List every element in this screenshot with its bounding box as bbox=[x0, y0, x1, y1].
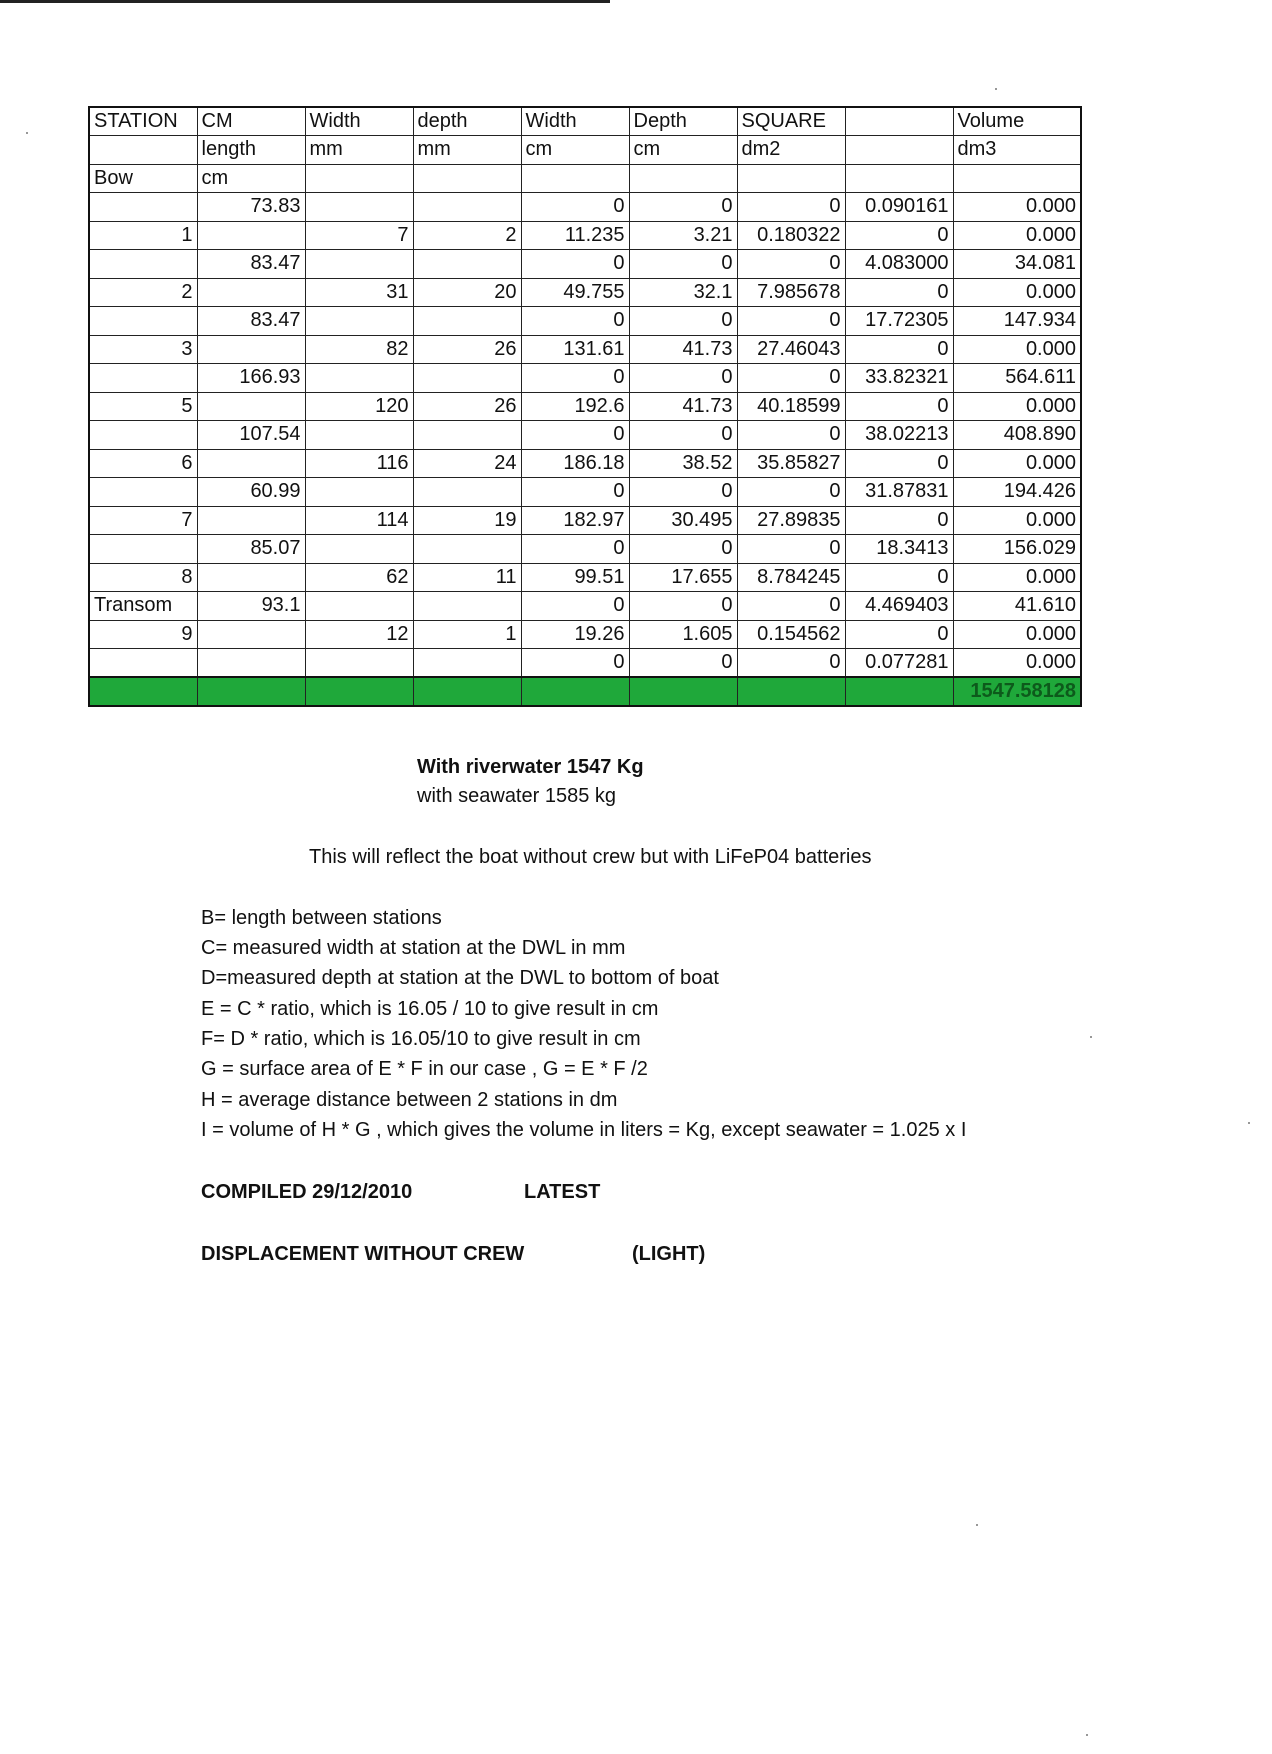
table-cell: 4.469403 bbox=[845, 592, 953, 621]
table-cell: 82 bbox=[305, 335, 413, 364]
table-cell: 408.890 bbox=[953, 421, 1081, 450]
table-cell: 0 bbox=[845, 221, 953, 250]
table-cell bbox=[89, 421, 197, 450]
table-cell: 107.54 bbox=[197, 421, 305, 450]
table-header-cell bbox=[845, 136, 953, 165]
table-cell: 0.000 bbox=[953, 649, 1081, 678]
table-header-cell: Volume bbox=[953, 107, 1081, 136]
table-cell: 0 bbox=[737, 250, 845, 279]
table-total-cell: 1547.58128 bbox=[953, 677, 1081, 706]
table-header-cell: Width bbox=[521, 107, 629, 136]
table-cell: 4.083000 bbox=[845, 250, 953, 279]
table-cell: 192.6 bbox=[521, 392, 629, 421]
table-header-cell: cm bbox=[521, 136, 629, 165]
table-header-cell: Bow bbox=[89, 164, 197, 193]
table-header-row bbox=[89, 164, 1081, 193]
table-header-row bbox=[89, 107, 1081, 136]
table-header-cell bbox=[413, 164, 521, 193]
legend-line: B= length between stations bbox=[201, 907, 442, 929]
table-cell: 31 bbox=[305, 278, 413, 307]
table-cell: 0 bbox=[737, 364, 845, 393]
table-cell bbox=[305, 307, 413, 336]
table-cell: 0 bbox=[629, 421, 737, 450]
table-cell: 186.18 bbox=[521, 449, 629, 478]
table-cell: 0 bbox=[629, 250, 737, 279]
legend-line: F= D * ratio, which is 16.05/10 to give result in cm bbox=[201, 1028, 641, 1050]
table-cell bbox=[197, 335, 305, 364]
table-cell bbox=[305, 421, 413, 450]
table-cell: 34.081 bbox=[953, 250, 1081, 279]
table-cell: 0.000 bbox=[953, 506, 1081, 535]
table-cell: 17.72305 bbox=[845, 307, 953, 336]
table-header-cell bbox=[953, 164, 1081, 193]
table-cell: 0 bbox=[521, 535, 629, 564]
table-cell bbox=[197, 620, 305, 649]
table-cell: 0 bbox=[737, 592, 845, 621]
table-cell bbox=[413, 592, 521, 621]
seawater-weight: with seawater 1585 kg bbox=[417, 785, 617, 807]
table-header-cell bbox=[737, 164, 845, 193]
table-cell: 41.73 bbox=[629, 335, 737, 364]
table-cell: 30.495 bbox=[629, 506, 737, 535]
table-cell: 0 bbox=[629, 364, 737, 393]
table-row bbox=[89, 364, 1081, 393]
table-header-cell bbox=[305, 164, 413, 193]
batteries-note: This will reflect the boat without crew but with LiFeP04 batteries bbox=[309, 846, 872, 868]
light-label: (LIGHT) bbox=[632, 1243, 706, 1265]
table-cell: 0 bbox=[629, 535, 737, 564]
table-cell bbox=[197, 563, 305, 592]
table-cell: 194.426 bbox=[953, 478, 1081, 507]
table-cell: 131.61 bbox=[521, 335, 629, 364]
table-cell: 3.21 bbox=[629, 221, 737, 250]
table-cell: 83.47 bbox=[197, 250, 305, 279]
table-cell: 0 bbox=[521, 307, 629, 336]
table-header-cell bbox=[89, 136, 197, 165]
table-cell: 27.89835 bbox=[737, 506, 845, 535]
table-header-cell: STATION bbox=[89, 107, 197, 136]
table-total-cell bbox=[845, 677, 953, 706]
table-row bbox=[89, 535, 1081, 564]
table-cell bbox=[89, 478, 197, 507]
table-row bbox=[89, 278, 1081, 307]
table-header-cell: mm bbox=[305, 136, 413, 165]
table-cell: 18.3413 bbox=[845, 535, 953, 564]
table-body bbox=[89, 107, 1081, 706]
table-cell bbox=[197, 649, 305, 678]
table-cell: 3 bbox=[89, 335, 197, 364]
table-total-row bbox=[89, 677, 1081, 706]
table-cell bbox=[89, 364, 197, 393]
table-cell: 1 bbox=[413, 620, 521, 649]
table-cell: 8.784245 bbox=[737, 563, 845, 592]
table-cell: 40.18599 bbox=[737, 392, 845, 421]
table-cell: 73.83 bbox=[197, 193, 305, 222]
table-cell: 0.000 bbox=[953, 221, 1081, 250]
latest-label: LATEST bbox=[524, 1181, 601, 1203]
table-cell bbox=[197, 506, 305, 535]
table-row bbox=[89, 193, 1081, 222]
table-cell: 182.97 bbox=[521, 506, 629, 535]
table-cell bbox=[89, 307, 197, 336]
scan-speck bbox=[1090, 1036, 1092, 1038]
table-cell bbox=[89, 193, 197, 222]
table-cell bbox=[305, 478, 413, 507]
table-cell: 0 bbox=[737, 478, 845, 507]
table-cell bbox=[197, 392, 305, 421]
legend-line: G = surface area of E * F in our case , G = E * F /2 bbox=[201, 1058, 648, 1080]
table-cell: 0 bbox=[629, 478, 737, 507]
table-cell: 20 bbox=[413, 278, 521, 307]
table-total-cell bbox=[305, 677, 413, 706]
table-cell bbox=[197, 221, 305, 250]
table-cell: 564.611 bbox=[953, 364, 1081, 393]
table-cell: 0 bbox=[845, 563, 953, 592]
legend-line: H = average distance between 2 stations in dm bbox=[201, 1089, 618, 1111]
table-cell bbox=[197, 278, 305, 307]
table-cell: 0 bbox=[521, 364, 629, 393]
table-cell bbox=[413, 364, 521, 393]
table-cell: 0 bbox=[845, 392, 953, 421]
scan-speck bbox=[26, 132, 28, 134]
legend-line: D=measured depth at station at the DWL to bottom of boat bbox=[201, 967, 719, 989]
riverwater-weight: With riverwater 1547 Kg bbox=[417, 756, 644, 778]
table-header-cell: dm3 bbox=[953, 136, 1081, 165]
table-cell: 7.985678 bbox=[737, 278, 845, 307]
table-row bbox=[89, 250, 1081, 279]
scan-speck bbox=[1248, 1122, 1250, 1124]
table-cell: 114 bbox=[305, 506, 413, 535]
table-cell: 0 bbox=[845, 449, 953, 478]
table-cell: 0 bbox=[521, 193, 629, 222]
table-header-cell: cm bbox=[197, 164, 305, 193]
table-cell: 0.000 bbox=[953, 620, 1081, 649]
compiled-date: COMPILED 29/12/2010 bbox=[201, 1181, 413, 1203]
table-cell: 62 bbox=[305, 563, 413, 592]
table-cell: 24 bbox=[413, 449, 521, 478]
table-total-cell bbox=[629, 677, 737, 706]
table-row bbox=[89, 335, 1081, 364]
table-cell: 0.077281 bbox=[845, 649, 953, 678]
legend-line: I = volume of H * G , which gives the volume in liters = Kg, except seawater = 1.025 x I bbox=[201, 1119, 967, 1141]
table-cell: 5 bbox=[89, 392, 197, 421]
table-cell bbox=[305, 649, 413, 678]
table-cell bbox=[197, 449, 305, 478]
table-cell: 8 bbox=[89, 563, 197, 592]
table-cell bbox=[305, 535, 413, 564]
table-cell bbox=[89, 649, 197, 678]
table-cell: 116 bbox=[305, 449, 413, 478]
table-cell: 93.1 bbox=[197, 592, 305, 621]
table-cell: 0.180322 bbox=[737, 221, 845, 250]
table-row bbox=[89, 620, 1081, 649]
table-cell: 0.000 bbox=[953, 563, 1081, 592]
table-cell: 0 bbox=[737, 193, 845, 222]
table-cell: 0.000 bbox=[953, 449, 1081, 478]
table-cell: 0.154562 bbox=[737, 620, 845, 649]
table-cell: 166.93 bbox=[197, 364, 305, 393]
table-header-cell: cm bbox=[629, 136, 737, 165]
table-cell: 99.51 bbox=[521, 563, 629, 592]
scan-speck bbox=[976, 1524, 978, 1526]
table-cell: 19 bbox=[413, 506, 521, 535]
scan-speck bbox=[1086, 1734, 1088, 1736]
legend-line: C= measured width at station at the DWL in mm bbox=[201, 937, 626, 959]
table-cell: 41.73 bbox=[629, 392, 737, 421]
table-cell bbox=[305, 364, 413, 393]
table-header-cell: Depth bbox=[629, 107, 737, 136]
table-cell: 6 bbox=[89, 449, 197, 478]
table-cell bbox=[305, 193, 413, 222]
table-cell: 0 bbox=[737, 421, 845, 450]
table-cell: 17.655 bbox=[629, 563, 737, 592]
table-total-cell bbox=[89, 677, 197, 706]
table-cell: 0 bbox=[521, 592, 629, 621]
table-total-cell bbox=[197, 677, 305, 706]
table-header-cell: mm bbox=[413, 136, 521, 165]
table-cell: 0 bbox=[737, 307, 845, 336]
table-cell: 1.605 bbox=[629, 620, 737, 649]
table-cell: 60.99 bbox=[197, 478, 305, 507]
table-header-cell bbox=[845, 164, 953, 193]
scan-top-edge-line bbox=[0, 0, 610, 3]
table-cell bbox=[89, 535, 197, 564]
scan-speck bbox=[995, 88, 997, 90]
table-cell: 0.000 bbox=[953, 193, 1081, 222]
table-cell: 83.47 bbox=[197, 307, 305, 336]
table-row bbox=[89, 592, 1081, 621]
table-cell: 156.029 bbox=[953, 535, 1081, 564]
table-row bbox=[89, 449, 1081, 478]
table-cell: 0 bbox=[521, 250, 629, 279]
table-cell: 0 bbox=[845, 506, 953, 535]
table-cell bbox=[89, 250, 197, 279]
table-cell: 2 bbox=[413, 221, 521, 250]
table-cell: 120 bbox=[305, 392, 413, 421]
table-cell: 0 bbox=[521, 478, 629, 507]
table-cell bbox=[413, 421, 521, 450]
table-cell: 0 bbox=[629, 307, 737, 336]
table-header-cell: Width bbox=[305, 107, 413, 136]
table-cell: 0 bbox=[737, 535, 845, 564]
table-cell: 1 bbox=[89, 221, 197, 250]
table-cell: 7 bbox=[89, 506, 197, 535]
table-header-cell: depth bbox=[413, 107, 521, 136]
table-cell: 0.000 bbox=[953, 278, 1081, 307]
table-header-cell: SQUARE bbox=[737, 107, 845, 136]
table-cell bbox=[413, 193, 521, 222]
table-cell: 0.000 bbox=[953, 392, 1081, 421]
table-row bbox=[89, 563, 1081, 592]
table-header-cell bbox=[629, 164, 737, 193]
table-cell: 0.090161 bbox=[845, 193, 953, 222]
table-cell: 35.85827 bbox=[737, 449, 845, 478]
table-cell: 0 bbox=[629, 649, 737, 678]
table-cell: 26 bbox=[413, 335, 521, 364]
table-row bbox=[89, 478, 1081, 507]
table-cell: 38.02213 bbox=[845, 421, 953, 450]
table-cell: 0 bbox=[845, 620, 953, 649]
table-cell: 11 bbox=[413, 563, 521, 592]
table-total-cell bbox=[737, 677, 845, 706]
table-cell: 32.1 bbox=[629, 278, 737, 307]
table-cell: 0 bbox=[845, 278, 953, 307]
table-cell: 0.000 bbox=[953, 335, 1081, 364]
table-cell bbox=[413, 649, 521, 678]
displacement-heading: DISPLACEMENT WITHOUT CREW bbox=[201, 1243, 525, 1265]
table-cell: Transom bbox=[89, 592, 197, 621]
table-row bbox=[89, 307, 1081, 336]
table-cell: 0 bbox=[521, 421, 629, 450]
table-cell: 19.26 bbox=[521, 620, 629, 649]
table-cell: 31.87831 bbox=[845, 478, 953, 507]
table-header-cell bbox=[845, 107, 953, 136]
table-cell: 26 bbox=[413, 392, 521, 421]
table-row bbox=[89, 421, 1081, 450]
table-cell: 0 bbox=[737, 649, 845, 678]
table-header-cell: length bbox=[197, 136, 305, 165]
table-cell bbox=[413, 478, 521, 507]
table-row bbox=[89, 506, 1081, 535]
table-header-row bbox=[89, 136, 1081, 165]
table-header-cell: dm2 bbox=[737, 136, 845, 165]
table-cell: 12 bbox=[305, 620, 413, 649]
table-cell bbox=[413, 535, 521, 564]
table-total-cell bbox=[521, 677, 629, 706]
table-row bbox=[89, 649, 1081, 678]
table-row bbox=[89, 392, 1081, 421]
table-header-cell bbox=[521, 164, 629, 193]
table-cell: 0 bbox=[845, 335, 953, 364]
table-cell: 2 bbox=[89, 278, 197, 307]
displacement-table bbox=[88, 106, 1082, 707]
table-header-cell: CM bbox=[197, 107, 305, 136]
table-cell bbox=[305, 250, 413, 279]
table-cell: 11.235 bbox=[521, 221, 629, 250]
table-cell: 49.755 bbox=[521, 278, 629, 307]
table-row bbox=[89, 221, 1081, 250]
table-cell: 0 bbox=[629, 592, 737, 621]
table-cell: 85.07 bbox=[197, 535, 305, 564]
table-cell: 0 bbox=[521, 649, 629, 678]
legend-line: E = C * ratio, which is 16.05 / 10 to give result in cm bbox=[201, 998, 659, 1020]
table-cell: 0 bbox=[629, 193, 737, 222]
table-cell bbox=[413, 307, 521, 336]
table-cell bbox=[413, 250, 521, 279]
table-cell: 33.82321 bbox=[845, 364, 953, 393]
table-cell: 38.52 bbox=[629, 449, 737, 478]
table-cell: 7 bbox=[305, 221, 413, 250]
table-cell: 147.934 bbox=[953, 307, 1081, 336]
table-cell: 41.610 bbox=[953, 592, 1081, 621]
table-cell bbox=[305, 592, 413, 621]
table-total-cell bbox=[413, 677, 521, 706]
table-cell: 9 bbox=[89, 620, 197, 649]
table-cell: 27.46043 bbox=[737, 335, 845, 364]
